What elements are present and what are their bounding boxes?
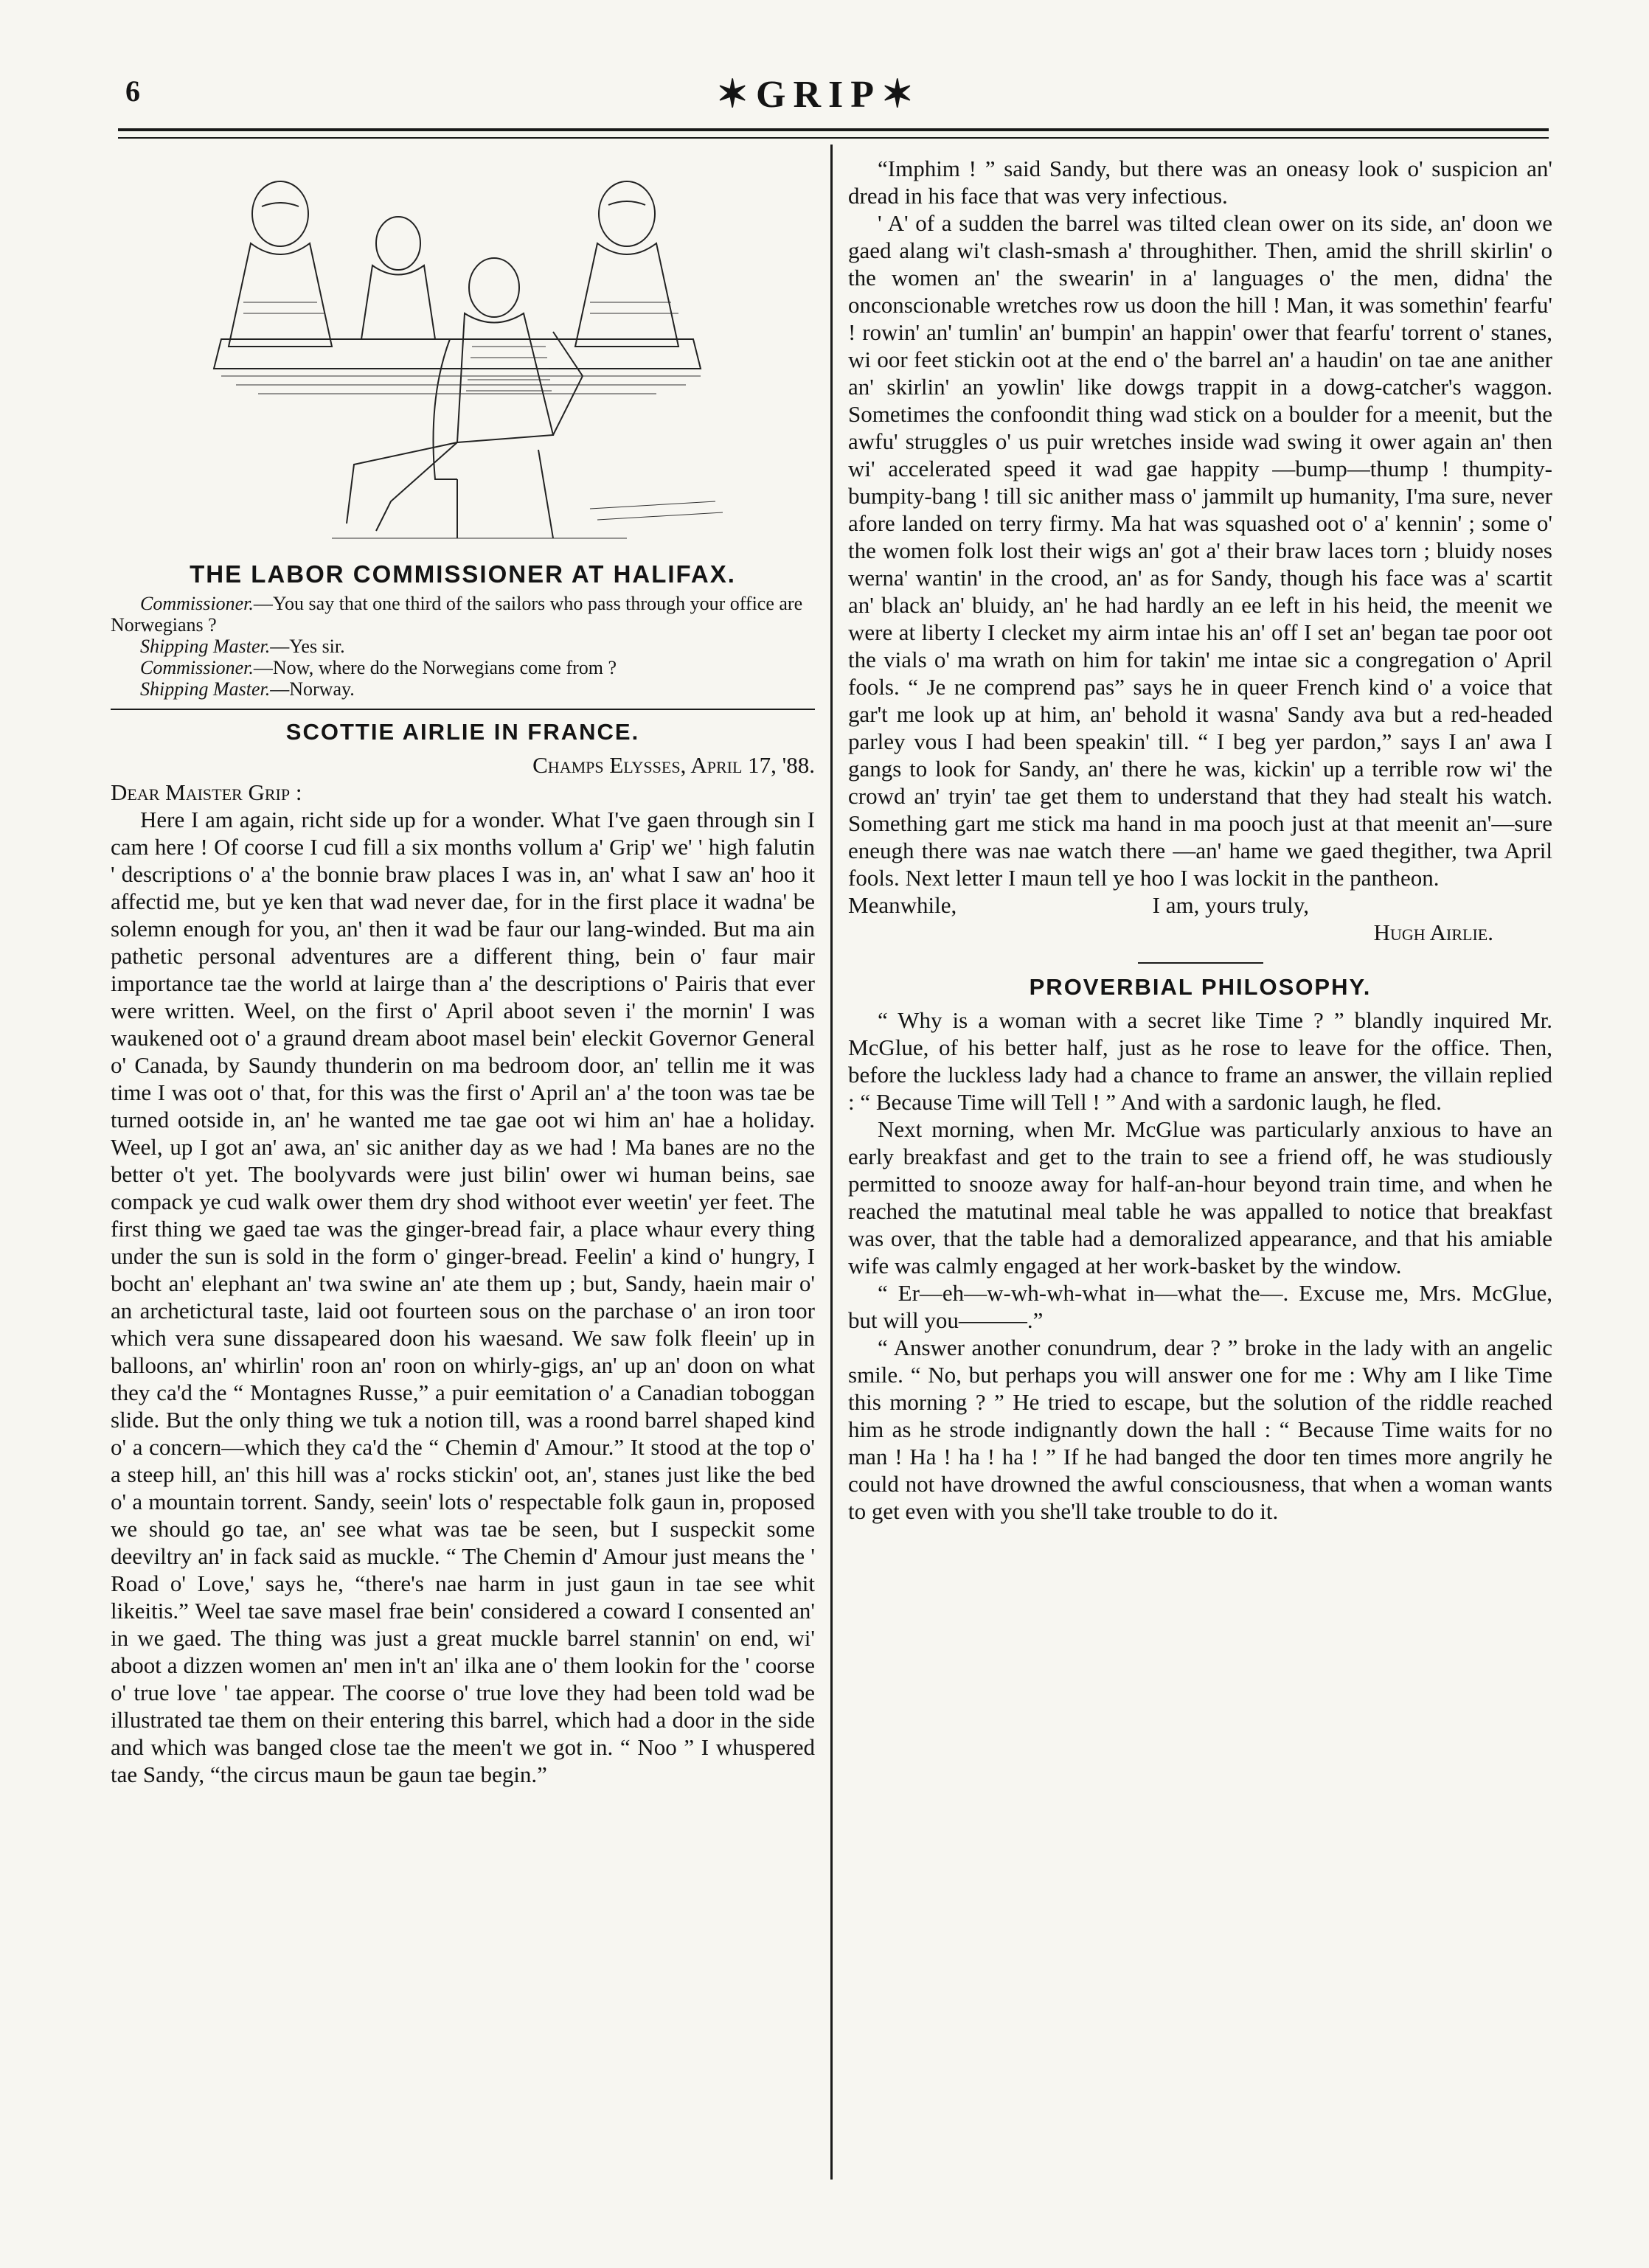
dialogue-speaker: Shipping Master. [140,678,271,700]
dialogue-line [111,593,815,636]
dialogue-line [111,678,815,700]
header-rule-thick [118,128,1549,131]
section-rule [111,709,815,710]
proverbial-paragraph: “ Answer another conundrum, dear ? ” broke in the lady with an angelic smile. “ No, but perhaps you will answer one for me : Why am I like Time this morning ? ” He tried to escape, but the solution of the riddle reached him as he strode indignantly down the hall : “ Because Time waits for no man ! Ha ! ha ! ha ! ” If he had banged the door ten times more angrily he could not have drowned the awful consciousness, that when a woman wants to get even with you she'll take trouble to do it. [848,1335,1552,1524]
dialogue-speaker: Shipping Master. [140,636,271,657]
letter-title: SCOTTIE AIRLIE IN FRANCE. [285,719,640,745]
cartoon-drawing [111,155,815,553]
column-divider [830,145,833,2180]
letter-closing [848,891,1552,919]
proverbial-paragraph: Next morning, when Mr. McGlue was particularly anxious to have an early breakfast and get to the train to see a friend off, he was studiously permitted to snooze away for half-an-hour beyond train time, and when he reached the matutinal meal table he was appalled to notice that breakfast was over, that the table had a demoralized appearance, and that his amiable wife was calmly engaged at her work-basket by the window. [848,1116,1552,1279]
section-rule-short [1138,962,1263,964]
dialogue-speaker: Commissioner. [140,593,254,614]
page-number: 6 [125,74,140,108]
masthead-title: ✶GRIP✶ [716,74,921,116]
closing-meanwhile: Meanwhile, [848,892,957,918]
dialogue-text: —Yes sir. [270,636,345,657]
cartoon-title: THE LABOR COMMISSIONER AT HALIFAX. [190,560,736,588]
letter-paragraph: Here I am again, richt side up for a wonder. What I've gaen through sin I cam here ! Of coorse I cud fill a six months vollum a' Grip' we' ' high falutin ' descriptions o' a' the bonnie braw places I was in, an' what I saw an' hoo it affectid me, but ye ken that wad never dae, for in the first place it wadna' be solemn enough for you, an' then it wad be faur our lang-winded. But ma ain pathetic personal adventures are a different thing, bein o' faur mair importance tae the world at lairge than a' the descriptions o' Pairis that ever were written. Weel, on the first o' April aboot seven i' the mornin' I was waukened oot o' a graund dream aboot masel bein' eleckit Governor General o' Canada, by Saundy thunderin on ma bedroom door, an' tellin me it was time I was oot o' that, for this was the first o' April an' a' the toon was tae be turned ootside in, an' he wanted me tae gae oot wi him an' hae a holiday. Weel, up I got an' awa, an' sic anither day as we had ! Ma banes are no the better o't yet. The boolyvards were just bilin' ower wi human beins, sae compack ye cud walk ower them dry shod withoot ever weetin' yer feet. The first thing we gaed tae was the ginger-bread fair, a place whaur every thing under the sun is sold in the form o' ginger-bread. Feelin' a kind o' hungry, I bocht an' elephant an' twa swine an' ate them up ; but, Sandy, haein mair o' an archetictural taste, laid oot fourteen sous on the parchase o' an iron toor which vera sune dissapeared doon his waesand. We saw folk fleein' up in balloons, an' whirlin' roon an' roon on whirly-gigs, an' up an' doon on what they ca'd the “ Montagnes Russe,” a puir eemitation o' a Canadian toboggan slide. But the only thing we tuk a notion till, was a roond barrel shaped kind o' a concern—which they ca'd the “ Chemin d' Amour.” It stood at the top o' a steep hill, an' this hill was a' rocks stickin' oot, an', stanes just like the bed o' a mountain torrent. Sandy, seein' lots o' respectable folk gaun in, proposed we should go tae, an' see what was tae be seen, but I suspeckit some deeviltry an' in fack said as muckle. “ The Chemin d' Amour just means the ' Road o' Love,' says he, “there's nae harm in just gaun in tae see whit likeitis.” Weel tae save masel frae bein' considered a coward I consented an' in we gaed. The thing was just a great muckle barrel stannin' on end, wi' aboot a dizzen women an' men in't an' ilka ane o' them lookin for the ' coorse o' true love ' tae appear. The coorse o' true love they had been told wad be illustrated tae them on their entering this barrel, which had a door in the side and which was banged close tae the meen't we got in. “ Noo ” I whuspered tae Sandy, “the circus maun be gaun tae begin.” [111,807,815,1787]
dialogue-text: —You say that one third of the sailors who pass through your office are Norwegians ? [111,593,803,636]
dialogue-line [111,636,815,657]
dialogue-text: —Now, where do the Norwegians come from ? [253,657,617,678]
right-column [848,155,1552,1525]
letter-paragraph: ' A' of a sudden the barrel was tilted clean ower on its side, an' doon we gaed alang wi't clash-smash a' throughither. Then, amid the shrill skirlin' o the women an' the swearin' in a' languages o' the men, didna' the onconscionable wretches row us doon the hill ! Man, it was somethin' fearfu' ! rowin' an' tumlin' an' bumpin' an happin' ower that fearfu' torrent o' stanes, wi oor feet stickin oot at the end o' the barrel an' a haudin' on tae ane anither an' skirlin' an yowlin' like dowgs trappit in a dowg-catcher's waggon. Sometimes the confoondit thing wad stick on a boulder for a meenit, but the awfu' struggles o' us puir wretches inside wad swing it ower again an' then wi' accelerated speed it wad gae happity —bump—thump ! thumpity-bumpity-bang ! till sic anither mass o' jammilt up humanity, I'ma sure, never afore landed on terry firmy. Ma hat was squashed oot o' a' kennin' ; some o' the women folk lost their wigs an' got a' their braw laces torn ; bluidy noses werna' wantin' in the crood, an' as for Sandy, though his face was a' scartit an' black an' bluidy, an' he had hardly an ee left in his heid, the meenit we were at liberty I clecket my airm intae his an' off I set an' began tae poor oot the vials o' ma wrath on him for takin' me intae sic a congregation o' April fools. “ Je ne comprend pas” says he in queer French kind o' a voice that gar't me look up at him, an' behold it wasna' Sandy ava but a red-headed parley vous I had been speakin' till. “ I beg yer pardon,” says I an' awa I gangs to look for Sandy, an' there he was, kickin' up a terrible row wi' the crowd an' tryin' tae get them to understand that they had stealt his watch. Something gart me stick ma hand in ma pooch just at that meenit an'—sure eneugh there was nae watch there —an' hame we gaed thegither, twa April fools. Next letter I maun tell ye hoo I was lockit in the pantheon. [848,210,1552,891]
proverbial-title: PROVERBIAL PHILOSOPHY. [1029,974,1372,1000]
cartoon-dialogue [111,593,815,700]
letter-paragraph: “Imphim ! ” said Sandy, but there was an oneasy look o' suspicion an' dread in his face that was very infectious. [848,156,1552,209]
left-column [111,155,815,1788]
dialogue-text: —Norway. [270,678,355,700]
dialogue-speaker: Commissioner. [140,657,254,678]
dialogue-line [111,657,815,678]
letter-dateline: Champs Elysses, April 17, '88. [532,752,815,778]
proverbial-paragraph: “ Why is a woman with a secret like Time ? ” blandly inquired Mr. McGlue, of his better half, just as he rose to leave for the office. Then, before the luckless lady had a chance to frame an answer, the villain replied : “ Because Time will Tell ! ” And with a sardonic laugh, he fled. [848,1007,1552,1115]
closing-yours-truly: I am, yours truly, [1152,892,1309,918]
proverbial-paragraph: “ Er—eh—w-wh-wh-what in—what the—. Excuse me, Mrs. McGlue, but will you———.” [848,1280,1552,1333]
cartoon-illustration [111,155,815,553]
header-rule-thin [118,137,1549,139]
letter-salutation: Dear Maister Grip : [111,779,302,805]
letter-signature: Hugh Airlie. [1373,919,1493,945]
